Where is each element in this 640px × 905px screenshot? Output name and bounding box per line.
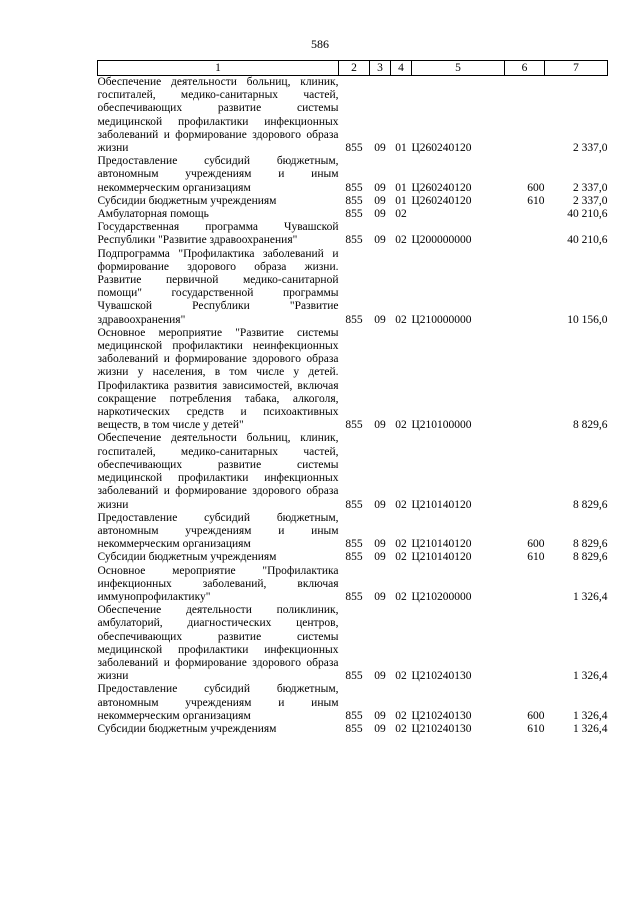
row-amount: 1 326,4 (573, 709, 608, 722)
row-amount: 2 337,0 (573, 194, 608, 207)
budget-table (97, 60, 608, 736)
row-target-article: Ц210240130 (411, 709, 472, 722)
row-amount: 8 829,6 (573, 498, 608, 511)
row-name: Предоставление субсидий бюджетным, автономным учреждениям и иным некоммерческим организациям (97, 683, 339, 722)
table-row (98, 723, 608, 736)
column-number-header (98, 61, 608, 76)
row-name: Предоставление субсидий бюджетным, автономным учреждениям и иным некоммерческим организациям (97, 155, 339, 194)
row-expense-type (505, 76, 545, 156)
row-expense-type: 600 (527, 181, 545, 194)
row-expense-type (505, 604, 545, 683)
row-target-article: Ц210140120 (411, 498, 472, 511)
row-target-article: Ц260240120 (411, 194, 472, 207)
row-target-article (412, 208, 505, 221)
row-subsection-code: 02 (395, 538, 407, 551)
row-ministry-code: 855 (345, 181, 363, 194)
row-subsection-code: 02 (395, 722, 407, 735)
row-section-code: 09 (374, 419, 386, 432)
table-row (98, 76, 608, 156)
row-ministry-code: 855 (345, 590, 363, 603)
table-row (98, 683, 608, 723)
row-amount: 8 829,6 (573, 551, 608, 564)
row-section-code: 09 (374, 498, 386, 511)
page-number: 586 (311, 37, 329, 51)
row-name: Обеспечение деятельности больниц, клиник, госпиталей, медико-санитарных частей, обеспечивающих развитие системы медицинской профилактики инфекционных заболеваний и формирование здорового образа жизни (97, 76, 339, 155)
row-target-article: Ц210240130 (411, 670, 472, 683)
table-row (98, 208, 608, 221)
row-expense-type: 600 (527, 538, 545, 551)
row-name: Основное мероприятие "Развитие системы медицинской профилактики неинфекционных заболеваний и формирование здорового образа жизни у населения, в том числе у детей. Профилактика развития зависимостей, включая сокращение потребления табака, алкоголя, наркотических средств и психоактивных веществ, в том числе у детей" (97, 326, 339, 432)
row-ministry-code: 855 (345, 538, 363, 551)
row-amount: 1 326,4 (573, 722, 608, 735)
row-subsection-code: 01 (395, 194, 407, 207)
table-row (98, 512, 608, 552)
row-ministry-code: 855 (345, 551, 363, 564)
row-amount: 1 326,4 (573, 590, 608, 603)
row-subsection-code: 02 (395, 709, 407, 722)
row-section-code: 09 (374, 538, 386, 551)
row-amount: 1 326,4 (573, 670, 608, 683)
row-section-code: 09 (374, 722, 386, 735)
row-subsection-code: 02 (395, 419, 407, 432)
header-col-7: 7 (545, 61, 608, 76)
row-subsection-code: 02 (395, 313, 407, 326)
row-expense-type: 610 (527, 722, 545, 735)
row-ministry-code: 855 (345, 313, 363, 326)
row-target-article: Ц210140120 (411, 538, 472, 551)
row-subsection-code: 02 (395, 551, 407, 564)
row-target-article: Ц210240130 (411, 722, 472, 735)
row-ministry-code: 855 (345, 194, 363, 207)
row-amount: 8 829,6 (573, 538, 608, 551)
row-subsection-code: 01 (395, 142, 407, 155)
row-section-code: 09 (374, 234, 386, 247)
row-target-article: Ц260240120 (411, 142, 472, 155)
row-name: Государственная программа Чувашской Республики "Развитие здравоохранения" (97, 221, 339, 247)
row-target-article: Ц210200000 (411, 590, 472, 603)
row-subsection-code: 02 (395, 590, 407, 603)
row-ministry-code: 855 (345, 419, 363, 432)
table-body (98, 76, 608, 737)
table-row (98, 221, 608, 247)
row-subsection-code: 01 (395, 181, 407, 194)
row-name: Предоставление субсидий бюджетным, автономным учреждениям и иным некоммерческим организациям (97, 511, 339, 551)
row-section-code: 09 (374, 208, 386, 221)
row-amount: 40 210,6 (567, 234, 608, 247)
row-target-article: Ц210140120 (411, 551, 472, 564)
row-subsection-code: 02 (395, 498, 407, 511)
row-name: Субсидии бюджетным учреждениям (97, 551, 277, 564)
row-expense-type: 600 (527, 709, 545, 722)
row-target-article: Ц210100000 (411, 419, 472, 432)
row-name: Субсидии бюджетным учреждениям (97, 194, 277, 207)
table-row (98, 432, 608, 511)
row-section-code: 09 (374, 181, 386, 194)
table-row (98, 195, 608, 208)
row-section-code: 09 (374, 709, 386, 722)
row-target-article: Ц200000000 (411, 234, 472, 247)
table-row (98, 565, 608, 605)
header-col-2: 2 (339, 61, 370, 76)
row-expense-type (505, 565, 545, 605)
row-subsection-code: 02 (395, 234, 407, 247)
row-section-code: 09 (374, 551, 386, 564)
row-expense-type: 610 (527, 551, 545, 564)
row-name: Обеспечение деятельности больниц, клиник, госпиталей, медико-санитарных частей, обеспечивающих развитие системы медицинской профилактики инфекционных заболеваний и формирование здорового образа жизни (97, 432, 339, 511)
table-row (98, 248, 608, 327)
row-ministry-code: 855 (345, 670, 363, 683)
header-col-5: 5 (412, 61, 505, 76)
table-row (98, 155, 608, 195)
row-amount: 8 829,6 (573, 419, 608, 432)
row-amount: 2 337,0 (573, 181, 608, 194)
row-ministry-code: 855 (345, 498, 363, 511)
row-name: Обеспечение деятельности поликлиник, амбулаторий, диагностических центров, обеспечивающих развитие системы медицинской профилактики инфекционных заболеваний и формирование здорового образа жизни (97, 604, 339, 683)
row-subsection-code: 02 (395, 670, 407, 683)
table-row (98, 327, 608, 433)
row-section-code: 09 (374, 313, 386, 326)
header-col-6: 6 (505, 61, 545, 76)
row-expense-type (505, 208, 545, 221)
row-expense-type (505, 221, 545, 247)
row-section-code: 09 (374, 590, 386, 603)
header-col-3: 3 (370, 61, 391, 76)
row-expense-type: 610 (527, 194, 545, 207)
row-section-code: 09 (374, 194, 386, 207)
row-ministry-code: 855 (345, 234, 363, 247)
row-ministry-code: 855 (345, 709, 363, 722)
row-name: Субсидии бюджетным учреждениям (97, 722, 277, 735)
row-name: Амбулаторная помощь (97, 208, 209, 221)
row-ministry-code: 855 (345, 142, 363, 155)
row-ministry-code: 855 (345, 208, 363, 221)
row-expense-type (505, 327, 545, 433)
row-ministry-code: 855 (345, 722, 363, 735)
row-name: Основное мероприятие "Профилактика инфекционных заболеваний, включая иммунопрофилактику" (97, 564, 339, 603)
row-target-article: Ц260240120 (411, 181, 472, 194)
row-amount: 10 156,0 (567, 313, 608, 326)
header-col-4: 4 (391, 61, 412, 76)
row-amount: 2 337,0 (573, 142, 608, 155)
row-section-code: 09 (374, 142, 386, 155)
header-col-1: 1 (98, 61, 339, 76)
row-expense-type (505, 248, 545, 327)
table-row (98, 551, 608, 564)
row-target-article: Ц210000000 (411, 313, 472, 326)
row-subsection-code: 02 (395, 208, 407, 221)
row-expense-type (505, 432, 545, 511)
row-name: Подпрограмма "Профилактика заболеваний и формирование здорового образа жизни. Развитие первичной медико-санитарной помощи" государственной программы Чувашской Республики "Развитие здравоохранения" (97, 247, 339, 326)
row-amount: 40 210,6 (567, 208, 608, 221)
row-section-code: 09 (374, 670, 386, 683)
table-row (98, 604, 608, 683)
